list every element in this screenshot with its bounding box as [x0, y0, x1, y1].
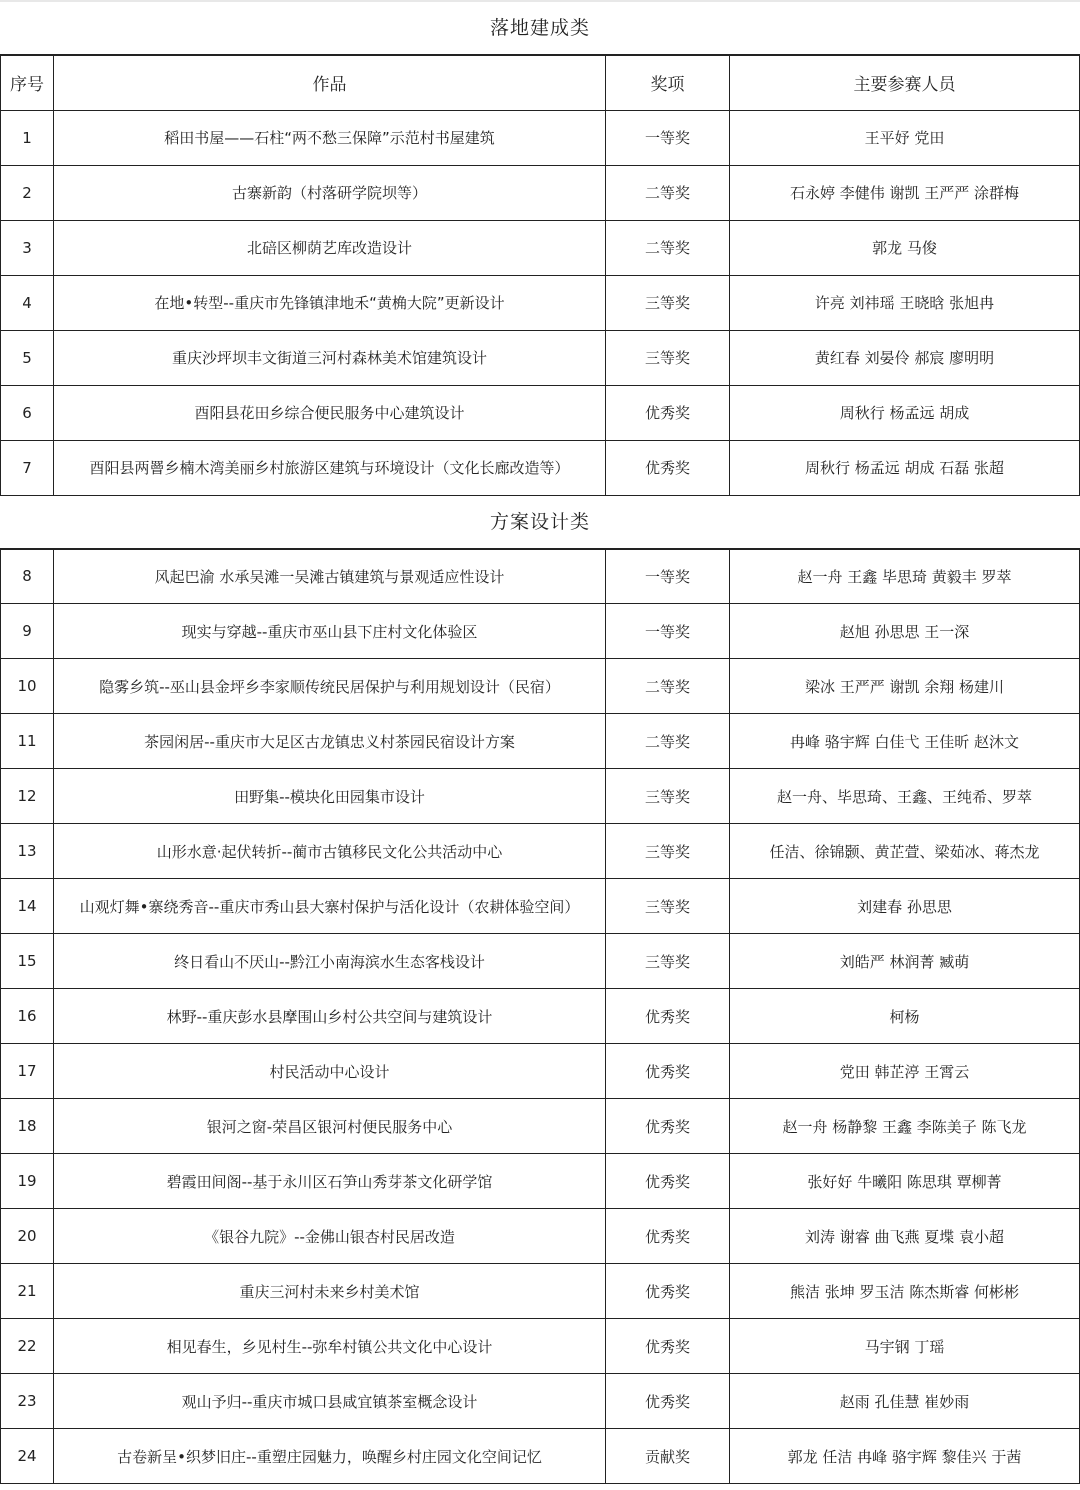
cell-no: 13	[1, 824, 54, 879]
cell-no: 16	[1, 989, 54, 1044]
table-row	[1, 165, 1080, 220]
cell-members: 周秋行 杨孟远 胡成 石磊 张超	[730, 440, 1080, 495]
cell-award: 三等奖	[606, 769, 730, 824]
cell-award: 优秀奖	[606, 1319, 730, 1374]
cell-members: 刘皓严 林润菁 臧萌	[730, 934, 1080, 989]
cell-no: 24	[1, 1429, 54, 1484]
cell-no: 22	[1, 1319, 54, 1374]
header-members: 主要参赛人员	[730, 55, 1080, 110]
table-row	[1, 330, 1080, 385]
cell-award: 优秀奖	[606, 1099, 730, 1154]
cell-members: 赵一舟 王鑫 毕思琦 黄毅丰 罗萃	[730, 549, 1080, 604]
cell-members: 赵一舟、毕思琦、王鑫、王纯希、罗萃	[730, 769, 1080, 824]
cell-no: 23	[1, 1374, 54, 1429]
table-row	[1, 989, 1080, 1044]
cell-work: 《银谷九院》--金佛山银杏村民居改造	[54, 1209, 606, 1264]
cell-members: 石永婷 李健伟 谢凯 王严严 涂群梅	[730, 165, 1080, 220]
cell-no: 11	[1, 714, 54, 769]
cell-work: 重庆三河村未来乡村美术馆	[54, 1264, 606, 1319]
cell-work: 林野--重庆彭水县摩围山乡村公共空间与建筑设计	[54, 989, 606, 1044]
cell-award: 二等奖	[606, 714, 730, 769]
table-row	[1, 1264, 1080, 1319]
cell-work: 山形水意·起伏转折--蔺市古镇移民文化公共活动中心	[54, 824, 606, 879]
cell-members: 梁冰 王严严 谢凯 余翔 杨建川	[730, 659, 1080, 714]
table-row	[1, 110, 1080, 165]
table-row	[1, 934, 1080, 989]
table-row	[1, 714, 1080, 769]
cell-no: 19	[1, 1154, 54, 1209]
cell-no: 17	[1, 1044, 54, 1099]
cell-members: 马宇钢 丁瑶	[730, 1319, 1080, 1374]
cell-work: 观山予归--重庆市城口县咸宜镇茶室概念设计	[54, 1374, 606, 1429]
cell-work: 银河之窗-荣昌区银河村便民服务中心	[54, 1099, 606, 1154]
cell-award: 三等奖	[606, 275, 730, 330]
cell-work: 风起巴渝 水承吴滩一吴滩古镇建筑与景观适应性设计	[54, 549, 606, 604]
cell-no: 18	[1, 1099, 54, 1154]
cell-award: 三等奖	[606, 879, 730, 934]
cell-work: 碧霞田间阁--基于永川区石笋山秀芽茶文化研学馆	[54, 1154, 606, 1209]
cell-work: 酉阳县两罾乡楠木湾美丽乡村旅游区建筑与环境设计（文化长廊改造等）	[54, 440, 606, 495]
cell-award: 三等奖	[606, 330, 730, 385]
table-row	[1, 385, 1080, 440]
cell-award: 三等奖	[606, 934, 730, 989]
cell-award: 优秀奖	[606, 1374, 730, 1429]
cell-no: 14	[1, 879, 54, 934]
cell-members: 柯杨	[730, 989, 1080, 1044]
table-row	[1, 1319, 1080, 1374]
table-row	[1, 604, 1080, 659]
cell-no: 9	[1, 604, 54, 659]
cell-members: 任洁、徐锦颢、黄芷萱、梁茹冰、蒋杰龙	[730, 824, 1080, 879]
cell-work: 山观灯舞•寨绕秀音--重庆市秀山县大寨村保护与活化设计（农耕体验空间）	[54, 879, 606, 934]
cell-members: 张好好 牛曦阳 陈思琪 覃柳菁	[730, 1154, 1080, 1209]
cell-award: 优秀奖	[606, 989, 730, 1044]
table-row	[1, 824, 1080, 879]
cell-work: 在地•转型--重庆市先锋镇津地禾“黄桷大院”更新设计	[54, 275, 606, 330]
table-row	[1, 440, 1080, 495]
cell-work: 隐雾乡筑--巫山县金坪乡李家顺传统民居保护与利用规划设计（民宿）	[54, 659, 606, 714]
cell-work: 酉阳县花田乡综合便民服务中心建筑设计	[54, 385, 606, 440]
table-design	[0, 548, 1080, 1485]
cell-members: 熊洁 张坤 罗玉洁 陈杰斯睿 何彬彬	[730, 1264, 1080, 1319]
cell-no: 3	[1, 220, 54, 275]
cell-no: 15	[1, 934, 54, 989]
cell-no: 21	[1, 1264, 54, 1319]
cell-no: 7	[1, 440, 54, 495]
cell-award: 优秀奖	[606, 1209, 730, 1264]
table-built	[0, 54, 1080, 496]
cell-members: 冉峰 骆宇辉 白佳弋 王佳昕 赵沐文	[730, 714, 1080, 769]
cell-work: 古寨新韵（村落研学院坝等）	[54, 165, 606, 220]
table-header-row	[1, 55, 1080, 110]
cell-work: 重庆沙坪坝丰文街道三河村森林美术馆建筑设计	[54, 330, 606, 385]
cell-award: 二等奖	[606, 165, 730, 220]
table-row	[1, 1154, 1080, 1209]
cell-award: 优秀奖	[606, 1044, 730, 1099]
cell-members: 赵旭 孙思思 王一深	[730, 604, 1080, 659]
cell-award: 优秀奖	[606, 1264, 730, 1319]
cell-work: 稻田书屋——石柱“两不愁三保障”示范村书屋建筑	[54, 110, 606, 165]
cell-no: 1	[1, 110, 54, 165]
cell-members: 黄红春 刘晏伶 郝宸 廖明明	[730, 330, 1080, 385]
cell-members: 党田 韩芷渟 王霄云	[730, 1044, 1080, 1099]
table-row	[1, 1099, 1080, 1154]
cell-members: 刘建春 孙思思	[730, 879, 1080, 934]
cell-members: 刘涛 谢睿 曲飞燕 夏堞 袁小超	[730, 1209, 1080, 1264]
cell-award: 二等奖	[606, 659, 730, 714]
header-award: 奖项	[606, 55, 730, 110]
table-row	[1, 879, 1080, 934]
cell-award: 二等奖	[606, 220, 730, 275]
cell-work: 田野集--模块化田园集市设计	[54, 769, 606, 824]
cell-members: 赵一舟 杨静黎 王鑫 李陈美子 陈飞龙	[730, 1099, 1080, 1154]
cell-work: 古卷新呈•织梦旧庄--重塑庄园魅力，唤醒乡村庄园文化空间记忆	[54, 1429, 606, 1484]
section-title-design: 方案设计类	[489, 510, 590, 533]
cell-work: 村民活动中心设计	[54, 1044, 606, 1099]
cell-work: 茶园闲居--重庆市大足区古龙镇忠义村茶园民宿设计方案	[54, 714, 606, 769]
cell-award: 贡献奖	[606, 1429, 730, 1484]
table-row	[1, 275, 1080, 330]
cell-award: 一等奖	[606, 549, 730, 604]
table-row	[1, 769, 1080, 824]
cell-award: 优秀奖	[606, 385, 730, 440]
cell-award: 三等奖	[606, 824, 730, 879]
table-row	[1, 1044, 1080, 1099]
cell-members: 赵雨 孔佳慧 崔妙雨	[730, 1374, 1080, 1429]
cell-members: 郭龙 任洁 冉峰 骆宇辉 黎佳兴 于茜	[730, 1429, 1080, 1484]
header-no: 序号	[1, 55, 54, 110]
cell-no: 2	[1, 165, 54, 220]
table-row	[1, 220, 1080, 275]
cell-award: 一等奖	[606, 604, 730, 659]
table-row	[1, 659, 1080, 714]
table-row	[1, 1374, 1080, 1429]
cell-members: 郭龙 马俊	[730, 220, 1080, 275]
cell-members: 周秋行 杨孟远 胡成	[730, 385, 1080, 440]
table-row	[1, 549, 1080, 604]
cell-no: 6	[1, 385, 54, 440]
cell-members: 许亮 刘祎瑶 王晓晗 张旭冉	[730, 275, 1080, 330]
cell-work: 相见春生，乡见村生--弥牟村镇公共文化中心设计	[54, 1319, 606, 1374]
section-title-built: 落地建成类	[489, 17, 590, 39]
cell-work: 终日看山不厌山--黔江小南海滨水生态客栈设计	[54, 934, 606, 989]
cell-award: 优秀奖	[606, 1154, 730, 1209]
header-work: 作品	[54, 55, 606, 110]
cell-no: 5	[1, 330, 54, 385]
cell-no: 8	[1, 549, 54, 604]
cell-work: 北碚区柳荫艺库改造设计	[54, 220, 606, 275]
cell-no: 10	[1, 659, 54, 714]
cell-no: 4	[1, 275, 54, 330]
table-row	[1, 1429, 1080, 1484]
table-row	[1, 1209, 1080, 1264]
cell-no: 12	[1, 769, 54, 824]
cell-no: 20	[1, 1209, 54, 1264]
cell-members: 王平妤 党田	[730, 110, 1080, 165]
cell-award: 一等奖	[606, 110, 730, 165]
cell-work: 现实与穿越--重庆市巫山县下庄村文化体验区	[54, 604, 606, 659]
cell-award: 优秀奖	[606, 440, 730, 495]
